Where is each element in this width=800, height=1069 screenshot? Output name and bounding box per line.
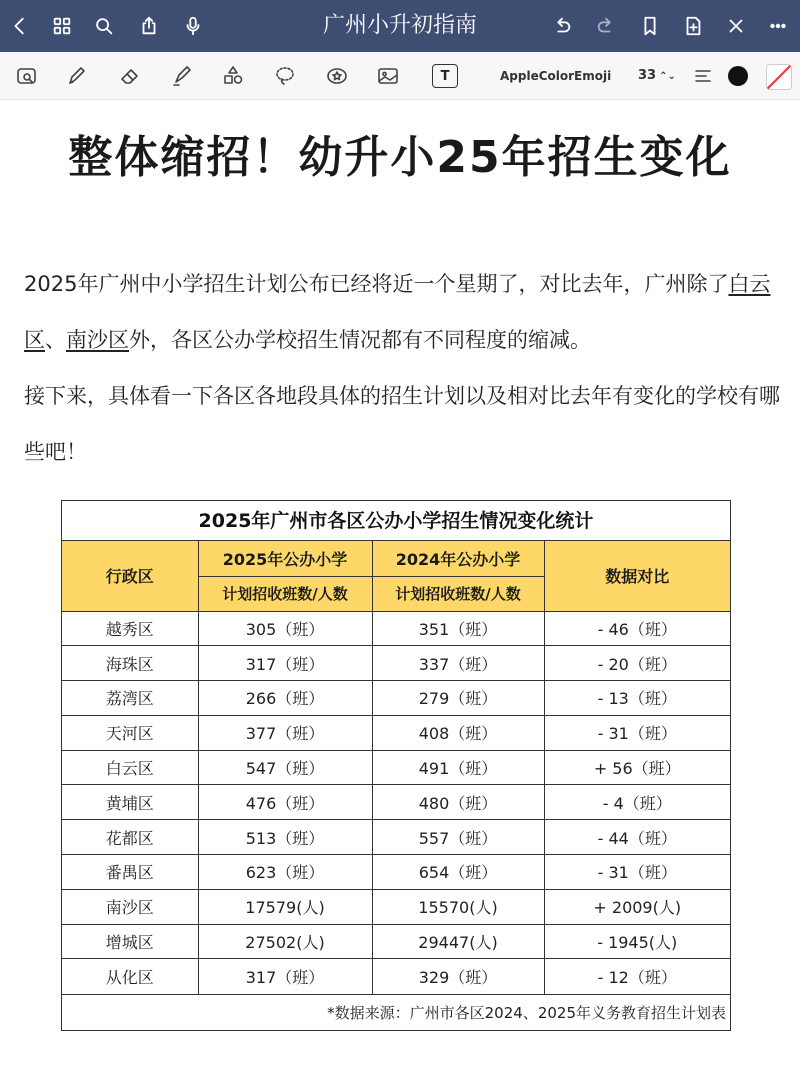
- intro-separator: 、: [45, 328, 66, 352]
- table-row: [62, 715, 730, 750]
- header-district: 行政区: [62, 541, 198, 611]
- cell-diff: - 31（班）: [544, 715, 730, 750]
- font-size-stepper[interactable]: [638, 66, 676, 86]
- eraser-icon[interactable]: [115, 61, 145, 91]
- cell-diff: - 20（班）: [544, 646, 730, 681]
- table-row: [62, 959, 730, 994]
- enrollment-stats-table: [61, 500, 731, 1031]
- cell-district: 从化区: [62, 959, 198, 994]
- cell-district: 海珠区: [62, 646, 198, 681]
- microphone-icon[interactable]: [177, 10, 209, 42]
- cell-2024: 408（班）: [372, 715, 544, 750]
- back-chevron-icon[interactable]: [4, 10, 36, 42]
- table-row: [62, 681, 730, 716]
- cell-2025: 476（班）: [198, 785, 372, 820]
- more-options-icon[interactable]: [762, 10, 794, 42]
- data-source-note: *数据来源：广州市各区2024、2025年义务教育招生计划表: [62, 994, 730, 1030]
- cell-diff: - 46（班）: [544, 611, 730, 646]
- font-size-value: 33: [638, 68, 657, 83]
- image-icon[interactable]: [373, 61, 403, 91]
- header-2025: 2025年公办小学: [198, 541, 372, 576]
- cell-diff: - 13（班）: [544, 681, 730, 716]
- cell-diff: - 31（班）: [544, 855, 730, 890]
- cell-district: 荔湾区: [62, 681, 198, 716]
- cell-district: 白云区: [62, 750, 198, 785]
- cell-2025: 377（班）: [198, 715, 372, 750]
- cell-2025: 513（班）: [198, 820, 372, 855]
- table-row: [62, 924, 730, 959]
- lasso-read-icon[interactable]: [12, 61, 42, 91]
- bookmark-icon[interactable]: [634, 10, 666, 42]
- intro-text-1: 2025年广州中小学招生计划公布已经将近一个星期了，对比去年，广州除了: [24, 272, 729, 296]
- highlighter-icon[interactable]: [167, 61, 197, 91]
- cell-diff: - 12（班）: [544, 959, 730, 994]
- table-row: [62, 750, 730, 785]
- undo-icon[interactable]: [546, 10, 578, 42]
- cell-2024: 15570(人): [372, 889, 544, 924]
- cell-district: 番禺区: [62, 855, 198, 890]
- intro-text-2: 外，各区公办学校招生情况都有不同程度的缩减。: [129, 328, 591, 352]
- cell-2024: 29447(人): [372, 924, 544, 959]
- text-tool-button[interactable]: [432, 64, 458, 88]
- text-color-swatch[interactable]: [728, 66, 748, 86]
- cell-district: 越秀区: [62, 611, 198, 646]
- table-row: [62, 785, 730, 820]
- lasso-icon[interactable]: [270, 61, 300, 91]
- cell-2025: 17579(人): [198, 889, 372, 924]
- shapes-icon[interactable]: [218, 61, 248, 91]
- cell-2024: 279（班）: [372, 681, 544, 716]
- table-caption: 2025年广州市各区公办小学招生情况变化统计: [62, 501, 730, 541]
- cell-2024: 557（班）: [372, 820, 544, 855]
- cell-district: 南沙区: [62, 889, 198, 924]
- subheader-2025: 计划招收班数/人数: [198, 576, 372, 611]
- header-compare: 数据对比: [544, 541, 730, 611]
- paragraph-intro: [24, 256, 780, 368]
- cell-2024: 654（班）: [372, 855, 544, 890]
- table-row: [62, 611, 730, 646]
- table-row: [62, 820, 730, 855]
- cell-district: 增城区: [62, 924, 198, 959]
- share-icon[interactable]: [133, 10, 165, 42]
- cell-2025: 623（班）: [198, 855, 372, 890]
- document-title: 广州小升初指南: [322, 13, 477, 38]
- cell-2025: 317（班）: [198, 959, 372, 994]
- paragraph-followup: 接下来，具体看一下各区各地段具体的招生计划以及相对比去年有变化的学校有哪些吧！: [24, 384, 780, 464]
- link-nansha-district[interactable]: 南沙区: [66, 328, 129, 352]
- cell-2025: 266（班）: [198, 681, 372, 716]
- table-row: [62, 889, 730, 924]
- cell-2025: 317（班）: [198, 646, 372, 681]
- cell-2025: 27502(人): [198, 924, 372, 959]
- cell-district: 黄埔区: [62, 785, 198, 820]
- cell-district: 天河区: [62, 715, 198, 750]
- cell-diff: - 4（班）: [544, 785, 730, 820]
- cell-diff: - 1945(人): [544, 924, 730, 959]
- close-icon[interactable]: [720, 10, 752, 42]
- pen-icon[interactable]: [62, 61, 92, 91]
- background-color-none-swatch[interactable]: [766, 64, 792, 90]
- cell-2025: 305（班）: [198, 611, 372, 646]
- cell-2025: 547（班）: [198, 750, 372, 785]
- top-navigation-bar: [0, 0, 800, 52]
- redo-icon[interactable]: [590, 10, 622, 42]
- cell-district: 花都区: [62, 820, 198, 855]
- search-icon[interactable]: [88, 10, 120, 42]
- sticker-icon[interactable]: [322, 61, 352, 91]
- add-page-icon[interactable]: [677, 10, 709, 42]
- font-family-selector[interactable]: AppleColorEmoji: [500, 69, 612, 83]
- cell-2024: 480（班）: [372, 785, 544, 820]
- cell-diff: + 56（班）: [544, 750, 730, 785]
- text-tool-label: T: [440, 68, 450, 84]
- table-row: [62, 855, 730, 890]
- subheader-2024: 计划招收班数/人数: [372, 576, 544, 611]
- annotation-toolbar: [0, 52, 800, 100]
- cell-2024: 491（班）: [372, 750, 544, 785]
- article-headline: 整体缩招！幼升小25年招生变化: [68, 132, 732, 183]
- cell-2024: 329（班）: [372, 959, 544, 994]
- cell-diff: - 44（班）: [544, 820, 730, 855]
- cell-diff: + 2009(人): [544, 889, 730, 924]
- link-baiyun-district[interactable]: 白云区: [24, 272, 771, 352]
- cell-2024: 337（班）: [372, 646, 544, 681]
- cell-2024: 351（班）: [372, 611, 544, 646]
- table-row: [62, 646, 730, 681]
- header-2024: 2024年公办小学: [372, 541, 544, 576]
- stepper-arrows-icon: ⌃⌄: [659, 71, 676, 82]
- text-align-icon[interactable]: [688, 61, 718, 91]
- grid-view-icon[interactable]: [46, 10, 78, 42]
